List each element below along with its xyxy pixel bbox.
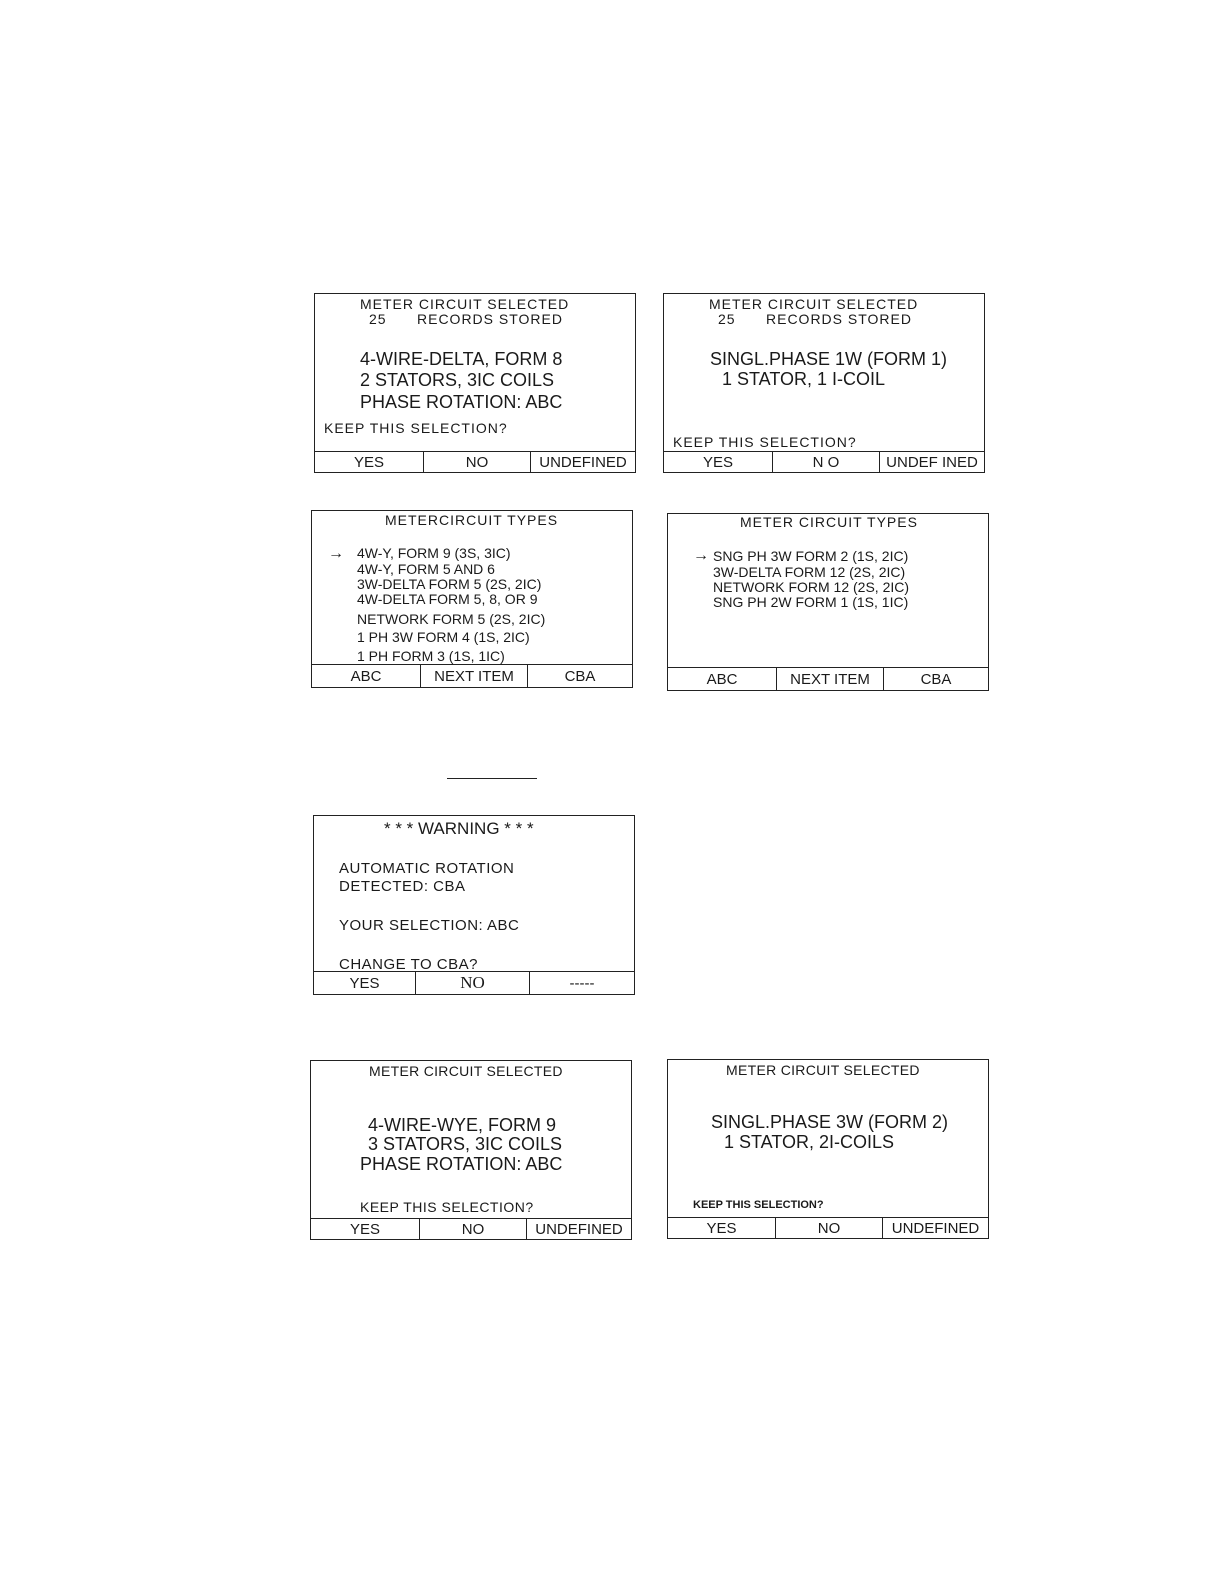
list-item[interactable]: NETWORK FORM 5 (2S, 2IC) [357, 611, 546, 627]
warning-line-2: DETECTED: CBA [339, 878, 466, 895]
screen-header: METER CIRCUIT SELECTED [360, 296, 570, 312]
no-softkey[interactable]: N O [773, 452, 880, 472]
softkey-bar [311, 1218, 631, 1239]
screen-circuit-types-list-1 [311, 510, 633, 688]
screen-circuit-types-list-2 [667, 513, 989, 691]
screen-header: METER CIRCUIT SELECTED [369, 1063, 563, 1079]
undefined-softkey[interactable]: UNDEF INED [886, 453, 978, 471]
circuit-line-1: 4-WIRE-WYE, FORM 9 [368, 1115, 556, 1135]
keep-prompt: KEEP THIS SELECTION? [324, 420, 508, 436]
yes-softkey[interactable]: YES [315, 452, 424, 472]
abc-softkey[interactable]: ABC [312, 665, 421, 687]
undefined-softkey[interactable]: UNDEFINED [891, 1219, 980, 1237]
list-item[interactable]: 3W-DELTA FORM 5 (2S, 2IC) [357, 576, 542, 592]
no-softkey[interactable]: NO [420, 1219, 527, 1239]
next-item-softkey[interactable]: NEXT ITEM [421, 665, 528, 687]
screen-keep-wye [310, 1060, 632, 1240]
circuit-line-3: PHASE ROTATION: ABC [360, 1154, 563, 1174]
softkey-bar [312, 664, 632, 687]
records-label: RECORDS STORED [766, 311, 912, 327]
circuit-line-2: 3 STATORS, 3IC COILS [368, 1134, 563, 1154]
records-label: RECORDS STORED [417, 311, 563, 327]
softkey-bar [314, 971, 634, 994]
softkey-bar [664, 451, 984, 472]
list-item[interactable]: 4W-DELTA FORM 5, 8, OR 9 [357, 591, 538, 607]
undefined-softkey[interactable]: UNDEFINED [535, 1220, 623, 1238]
abc-softkey[interactable]: ABC [668, 668, 777, 690]
circuit-line-1: SINGL.PHASE 3W (FORM 2) [711, 1112, 949, 1132]
list-item[interactable]: NETWORK FORM 12 (2S, 2IC) [713, 579, 910, 595]
yes-softkey[interactable]: YES [668, 1218, 776, 1238]
yes-softkey[interactable]: YES [314, 972, 416, 994]
circuit-line-1: 4-WIRE-DELTA, FORM 8 [360, 349, 563, 369]
keep-prompt: KEEP THIS SELECTION? [673, 434, 857, 450]
change-prompt: CHANGE TO CBA? [339, 956, 478, 973]
circuit-line-1: SINGL.PHASE 1W (FORM 1) [710, 349, 948, 369]
blank-softkey[interactable]: ----- [569, 974, 595, 992]
keep-prompt: KEEP THIS SELECTION? [360, 1199, 534, 1215]
softkey-bar [315, 451, 635, 472]
circuit-line-2: 2 STATORS, 3IC COILS [360, 370, 555, 390]
softkey-bar [668, 667, 988, 690]
circuit-line-2: 1 STATOR, 2I-COILS [724, 1132, 895, 1152]
list-item[interactable]: 4W-Y, FORM 5 AND 6 [357, 561, 495, 577]
screen-keep-single-1w [663, 293, 985, 473]
list-item[interactable]: 1 PH FORM 3 (1S, 1IC) [357, 648, 505, 664]
yes-softkey[interactable]: YES [664, 452, 773, 472]
screen-keep-single-3w [667, 1059, 989, 1239]
types-title: METER CIRCUIT TYPES [740, 514, 918, 530]
screen-header: METER CIRCUIT SELECTED [726, 1062, 920, 1078]
yes-softkey[interactable]: YES [311, 1219, 420, 1239]
underline-rule [447, 778, 537, 779]
selection-arrow-icon: → [328, 545, 344, 562]
screen-header: METER CIRCUIT SELECTED [709, 296, 919, 312]
undefined-softkey[interactable]: UNDEFINED [539, 453, 627, 471]
list-item[interactable]: SNG PH 2W FORM 1 (1S, 1IC) [713, 594, 909, 610]
keep-prompt: KEEP THIS SELECTION? [693, 1199, 824, 1211]
warning-line-1: AUTOMATIC ROTATION [339, 860, 515, 877]
list-item[interactable]: SNG PH 3W FORM 2 (1S, 2IC) [713, 548, 909, 564]
selection-arrow-icon: → [693, 547, 709, 564]
types-title: METERCIRCUIT TYPES [385, 512, 559, 528]
next-item-softkey[interactable]: NEXT ITEM [777, 668, 884, 690]
screen-keep-delta [314, 293, 636, 473]
softkey-bar [668, 1217, 988, 1238]
circuit-line-2: 1 STATOR, 1 I-COIL [722, 369, 886, 389]
records-count: 25 [369, 311, 387, 327]
records-count: 25 [718, 311, 736, 327]
no-softkey[interactable]: NO [424, 452, 531, 472]
circuit-line-3: PHASE ROTATION: ABC [360, 392, 563, 412]
no-softkey[interactable]: NO [416, 972, 530, 994]
no-softkey[interactable]: NO [776, 1218, 883, 1238]
cba-softkey[interactable]: CBA [564, 667, 596, 685]
warning-title: * * * WARNING * * * [384, 819, 534, 838]
list-item[interactable]: 1 PH 3W FORM 4 (1S, 2IC) [357, 629, 530, 645]
cba-softkey[interactable]: CBA [920, 670, 952, 688]
screen-warning [313, 815, 635, 995]
list-item[interactable]: 4W-Y, FORM 9 (3S, 3IC) [357, 545, 511, 561]
warning-line-3: YOUR SELECTION: ABC [339, 917, 520, 934]
list-item[interactable]: 3W-DELTA FORM 12 (2S, 2IC) [713, 564, 906, 580]
